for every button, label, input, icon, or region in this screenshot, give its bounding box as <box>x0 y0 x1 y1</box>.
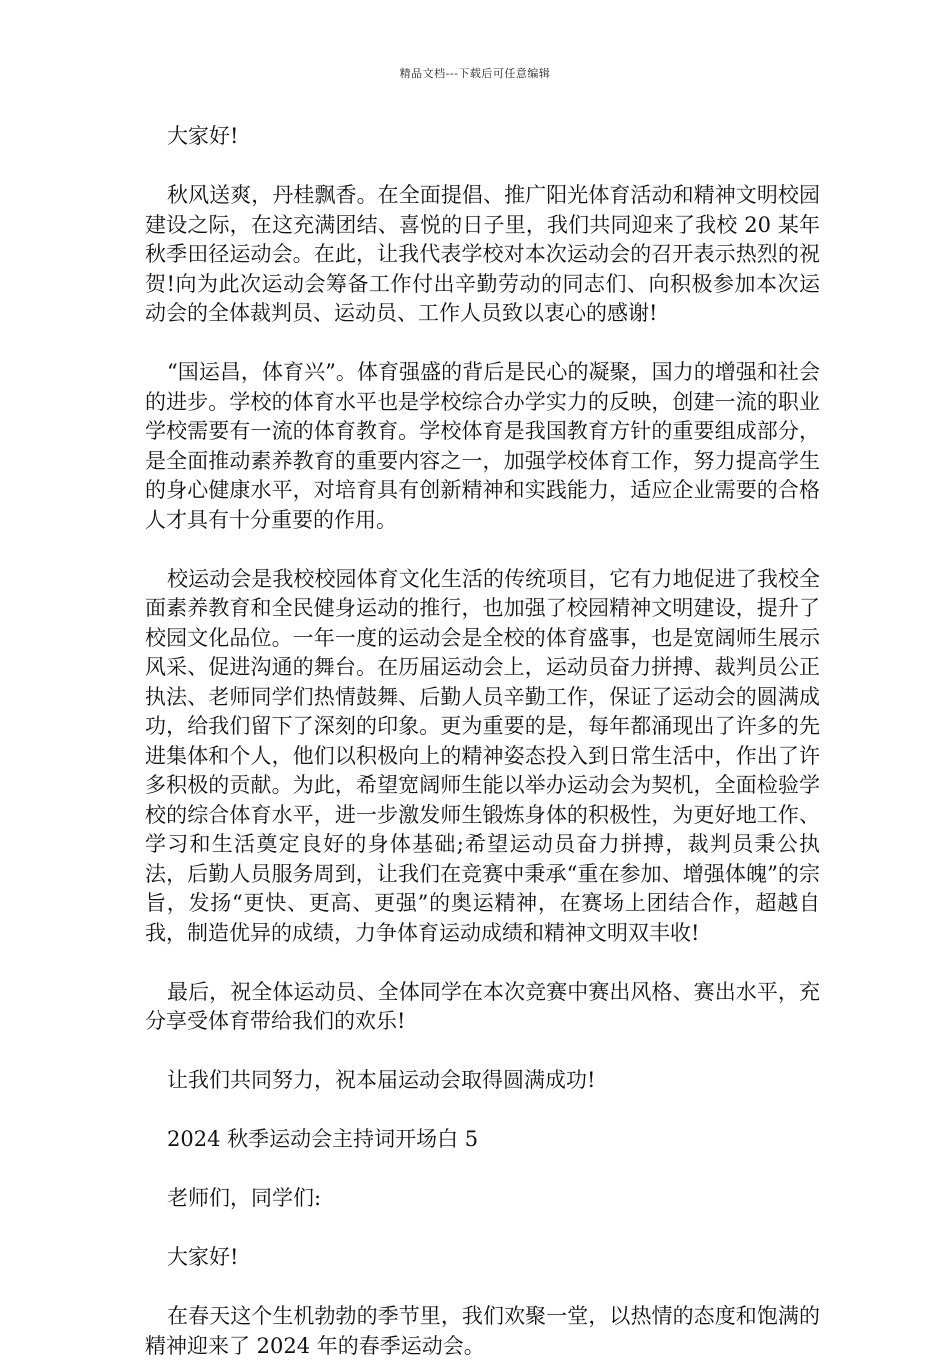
paragraph-gap <box>145 152 820 182</box>
closing-wish-paragraph: 最后，祝全体运动员、全体同学在本次竞赛中赛出风格、赛出水平，充分享受体育带给我们的欢乐! <box>145 979 820 1033</box>
spring-opening-paragraph: 在春天这个生机勃勃的季节里，我们欢聚一堂，以热情的态度和饱满的精神迎来了 2024 年的春季运动会。 <box>145 1304 820 1358</box>
greeting-paragraph: 大家好! <box>167 124 239 148</box>
document-body <box>145 122 820 1361</box>
paragraph-gap <box>145 1214 820 1244</box>
closing-call-paragraph: 让我们共同努力，祝本届运动会取得圆满成功! <box>167 1068 596 1092</box>
page-header: 精品文档---下载后可任意编辑 <box>399 67 551 80</box>
paragraph-gap <box>145 948 820 978</box>
opening-paragraph: 秋风送爽，丹桂飘香。在全面提倡、推广阳光体育活动和精神文明校园建设之际，在这充满团结、喜悦的日子里，我们共同迎来了我校 20 某年秋季田径运动会。在此，让我代表学校对本次运动会的召开表示热烈的祝贺!向为此次运动会筹备工作付出辛勤劳动的同志们、向积极参加本次运动会的全体裁判员、运动员、工作人员致以衷心的感谢! <box>145 183 820 325</box>
paragraph-gap <box>145 1155 820 1185</box>
paragraph-gap <box>145 1037 820 1067</box>
greeting-paragraph-2: 大家好! <box>167 1245 239 1269</box>
paragraph-gap <box>145 329 820 359</box>
sports-importance-paragraph: “国运昌，体育兴”。体育强盛的背后是民心的凝聚，国力的增强和社会的进步。学校的体育水平也是学校综合办学实力的反映，创建一流的职业学校需要有一流的体育教育。学校体育是我国教育方针的重要组成部分，是全面推动素养教育的重要内容之一，加强学校体育工作，努力提高学生的身心健康水平，对培育具有创新精神和实践能力，适应企业需要的合格人才具有十分重要的作用。 <box>145 360 820 532</box>
section-heading: 2024 秋季运动会主持词开场白 5 <box>167 1127 479 1151</box>
salutation-paragraph: 老师们，同学们: <box>167 1186 322 1210</box>
paragraph-gap <box>145 535 820 565</box>
sports-meet-paragraph: 校运动会是我校校园体育文化生活的传统项目，它有力地促进了我校全面素养教育和全民健身运动的推行，也加强了校园精神文明建设，提升了校园文化品位。一年一度的运动会是全校的体育盛事，也是宽阔师生展示风采、促进沟通的舞台。在历届运动会上，运动员奋力拼搏、裁判员公正执法、老师同学们热情鼓舞、后勤人员辛勤工作，保证了运动会的圆满成功，给我们留下了深刻的印象。更为重要的是，每年都涌现出了许多的先进集体和个人，他们以积极向上的精神姿态投入到日常生活中，作出了许多积极的贡献。为此，希望宽阔师生能以举办运动会为契机，全面检验学校的综合体育水平，进一步激发师生锻炼身体的积极性，为更好地工作、学习和生活奠定良好的身体基础;希望运动员奋力拼搏，裁判员秉公执法，后勤人员服务周到，让我们在竞赛中秉承“重在参加、增强体魄”的宗旨，发扬“更快、更高、更强”的奥运精神，在赛场上团结合作，超越自我，制造优异的成绩，力争体育运动成绩和精神文明双丰收! <box>145 566 820 945</box>
paragraph-gap <box>145 1096 820 1126</box>
paragraph-gap <box>145 1273 820 1303</box>
